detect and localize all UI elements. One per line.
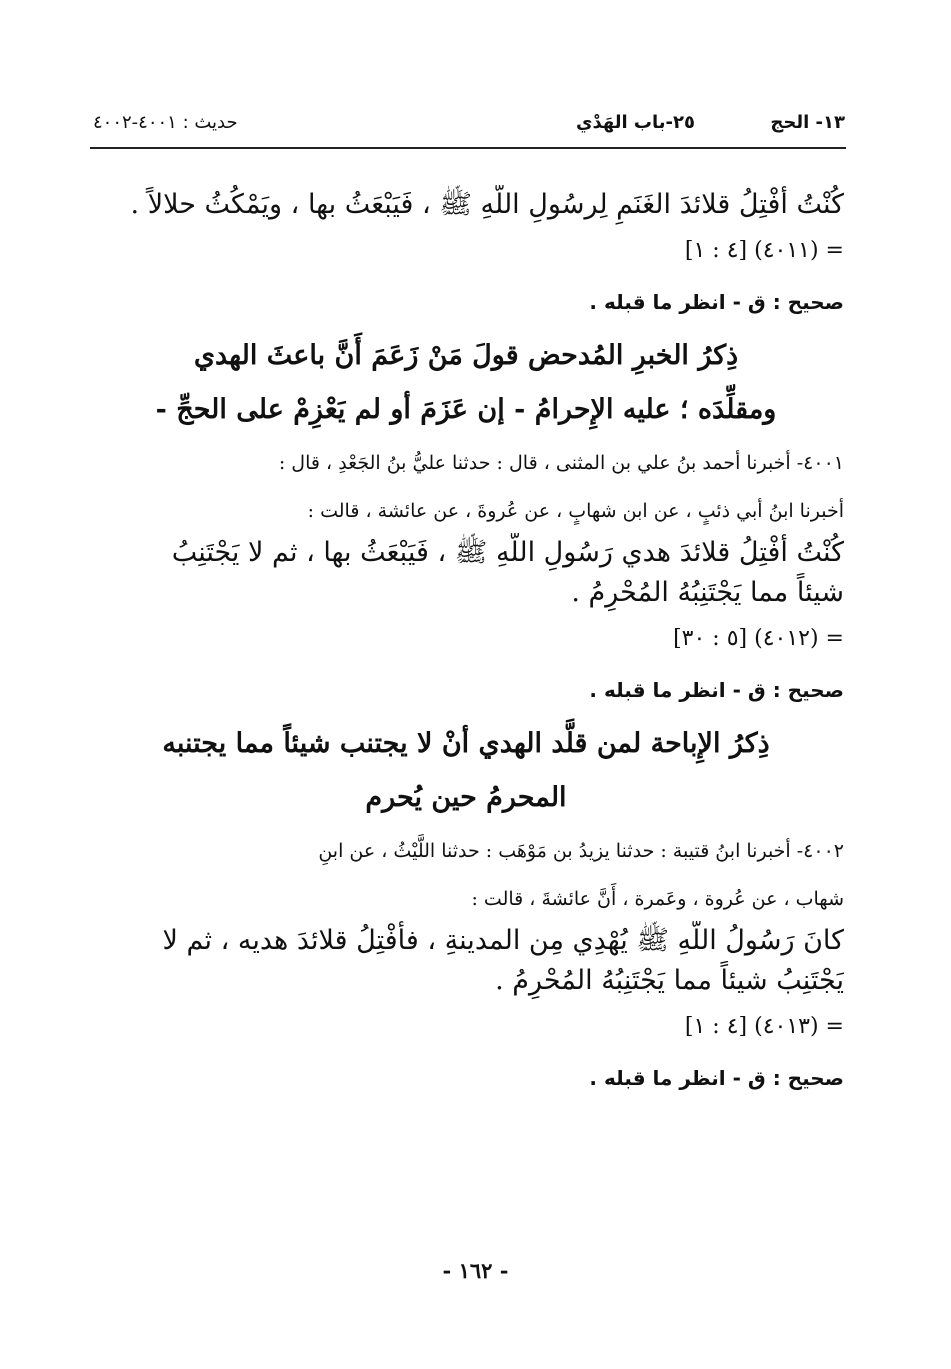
running-header (93, 108, 845, 144)
isnad-text: ٤٠٠١- أخبرنا أحمد بنُ علي بن المثنى ، قال : حدثنا عليُّ بنُ الجَعْدِ ، قال : (278, 452, 844, 474)
matn-text: كانَ رَسُولُ اللَّهِ ﷺ يُهْدِي مِن المدينةِ ، فأَفْتِلُ قلائدَ هديه ، ثم لا (162, 925, 844, 956)
grading: صحيح : ق - انظر ما قبله . (589, 290, 844, 314)
grading: صحيح : ق - انظر ما قبله . (589, 1066, 844, 1090)
matn-text: كُنْتُ أَفْتِلُ قلائدَ هدي رَسُولِ اللَّهِ ﷺ ، فَيَبْعَثُ بها ، ثم لا يَجْتَنِبُ (171, 537, 844, 568)
matn-text: شيئاً مما يَجْتَنِبُهُ المُحْرِمُ . (571, 577, 844, 608)
page-body (88, 185, 844, 1095)
matn-text: يَجْتَنِبُ شيئاً مما يَجْتَنِبُهُ المُحْرِمُ . (495, 965, 844, 996)
page-number: - ١٦٢ - (442, 1258, 509, 1283)
chapter-heading: ومقلِّدَه ؛ عليه الإِحرامُ - إن عَزَمَ أو لم يَعْزِمْ على الحجِّ - (155, 394, 777, 425)
header-divider (90, 147, 846, 149)
cross-reference: = (٤٠١١) [٤ : ١] (684, 238, 844, 263)
isnad-text: أخبرنا ابنُ أبي ذئبٍ ، عن ابن شهابٍ ، عن عُروةَ ، عن عائشة ، قالت : (307, 500, 844, 522)
cross-reference: = (٤٠١٢) [٥ : ٣٠] (673, 626, 844, 651)
chapter-heading: المحرمُ حين يُحرم (365, 782, 567, 813)
isnad-text: ٤٠٠٢- أخبرنا ابنُ قتيبة : حدثنا يزيدُ بن مَوْهَب : حدثنا اللَّيْثُ ، عن ابنِ (318, 840, 844, 862)
hadith-range: حديث : ٤٠٠١-٤٠٠٢ (93, 112, 238, 133)
chapter-heading: ذِكرُ الإِباحة لمن قلَّد الهدي أنْ لا يجتنب شيئاً مما يجتنبه (162, 728, 770, 759)
grading: صحيح : ق - انظر ما قبله . (589, 678, 844, 702)
chapter-title: ٢٥-باب الهَدْي (575, 112, 695, 133)
chapter-heading: ذِكرُ الخبرِ المُدحض قولَ مَنْ زَعَمَ أَنَّ باعثَ الهدي (193, 340, 739, 371)
isnad-text: شهاب ، عن عُروة ، وعَمرة ، أَنَّ عائشةَ ، قالت : (471, 888, 844, 910)
matn-text: كُنْتُ أَفْتِلُ قلائدَ الغَنَمِ لِرسُولِ اللَّهِ ﷺ ، فَيَبْعَثُ بها ، ويَمْكُثُ حلالاً . (130, 189, 844, 220)
cross-reference: = (٤٠١٣) [٤ : ١] (684, 1014, 844, 1039)
book-title: ١٣- الحج (770, 112, 845, 133)
